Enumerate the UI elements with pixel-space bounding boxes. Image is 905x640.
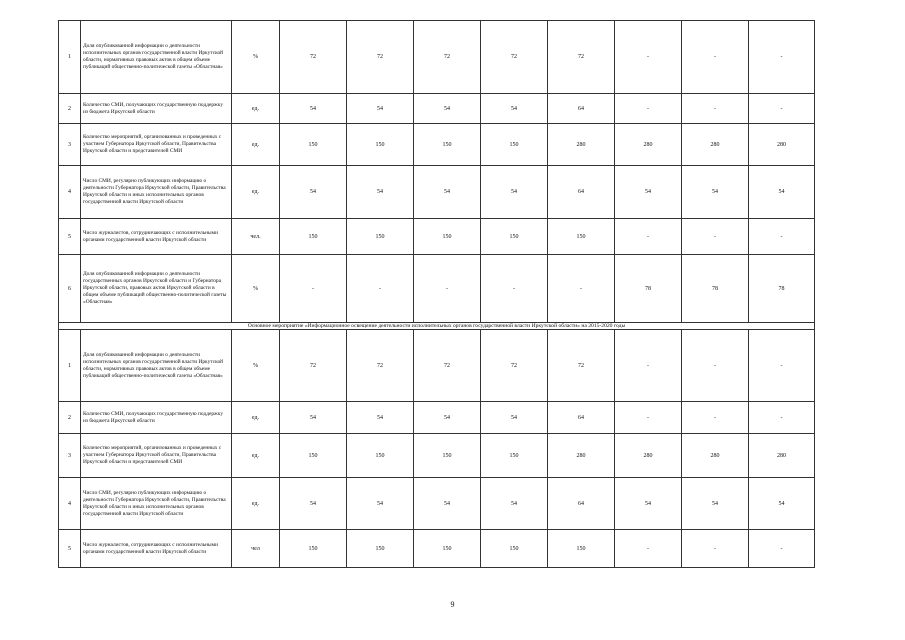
value-cell: 150 [414, 219, 481, 255]
unit-cell: % [232, 21, 280, 94]
value-cell: 54 [347, 402, 414, 434]
value-cell: 64 [548, 478, 615, 530]
unit-cell: % [232, 330, 280, 402]
value-cell: 150 [347, 530, 414, 568]
table-row [59, 330, 815, 402]
value-cell: 54 [280, 166, 347, 219]
value-cell: 54 [414, 478, 481, 530]
value-cell: 78 [749, 255, 815, 323]
value-cell: 54 [347, 478, 414, 530]
indicator-name: Количество мероприятий, организованных и проведенных с участием Губернатора Иркутской области, Правительства Иркутской области и представителей СМИ [81, 124, 232, 166]
value-cell: 54 [615, 166, 682, 219]
unit-cell: ед. [232, 94, 280, 124]
value-cell: - [749, 530, 815, 568]
value-cell: 150 [548, 219, 615, 255]
value-cell: 54 [481, 478, 548, 530]
value-cell: 54 [280, 94, 347, 124]
row-number: 1 [59, 330, 81, 402]
value-cell: 54 [749, 478, 815, 530]
value-cell: 150 [481, 530, 548, 568]
value-cell: - [615, 402, 682, 434]
value-cell: 54 [414, 402, 481, 434]
value-cell: - [749, 94, 815, 124]
value-cell: 72 [481, 330, 548, 402]
value-cell: 54 [481, 94, 548, 124]
value-cell: 64 [548, 402, 615, 434]
row-number: 5 [59, 219, 81, 255]
indicator-name: Доля опубликованной информации о деятельности исполнительных органов государственной власти Иркутской области, нормативных правовых актов в общем объеме публикаций общественно-политической газеты «Областная» [81, 21, 232, 94]
value-cell: - [682, 330, 749, 402]
table-row [59, 219, 815, 255]
value-cell: - [615, 330, 682, 402]
value-cell: 150 [280, 434, 347, 478]
value-cell: 150 [280, 219, 347, 255]
table-row [59, 478, 815, 530]
value-cell: 150 [414, 530, 481, 568]
value-cell: 150 [347, 124, 414, 166]
indicator-name: Количество СМИ, получающих государственную поддержку из бюджета Иркутской области [81, 402, 232, 434]
value-cell: 280 [548, 434, 615, 478]
value-cell: 72 [280, 21, 347, 94]
value-cell: 280 [749, 124, 815, 166]
value-cell: - [682, 530, 749, 568]
row-number: 3 [59, 434, 81, 478]
table-row [59, 124, 815, 166]
value-cell: 54 [347, 166, 414, 219]
table-row [59, 21, 815, 94]
value-cell: 54 [682, 166, 749, 219]
indicator-name: Число журналистов, сотрудничающих с исполнительными органами государственной власти Иркутской области [81, 530, 232, 568]
value-cell: 280 [615, 124, 682, 166]
unit-cell: ед. [232, 478, 280, 530]
table-section-bottom [59, 330, 815, 568]
value-cell: 54 [682, 478, 749, 530]
indicator-name: Количество мероприятий, организованных и проведенных с участием Губернатора Иркутской области, Правительства Иркутской области и представителей СМИ [81, 434, 232, 478]
indicator-name: Доля опубликованной информации о деятельности исполнительных органов государственной власти Иркутской области, нормативных правовых актов в общем объеме публикаций общественно-политической газеты «Областная» [81, 330, 232, 402]
value-cell: - [347, 255, 414, 323]
indicator-name: Доля опубликованной информации о деятельности государственных органов Иркутской области и Губернатора Иркутской области, правовых актов Иркутской области в общем объеме публикаций общественно-политической газеты «Областная» [81, 255, 232, 323]
table-row [59, 166, 815, 219]
unit-cell: ед. [232, 402, 280, 434]
value-cell: 64 [548, 166, 615, 219]
value-cell: 150 [347, 219, 414, 255]
value-cell: 72 [481, 21, 548, 94]
table-row [59, 434, 815, 478]
value-cell: - [749, 21, 815, 94]
value-cell: - [414, 255, 481, 323]
value-cell: - [615, 21, 682, 94]
table-row [59, 402, 815, 434]
row-number: 4 [59, 166, 81, 219]
section-header-row [59, 323, 815, 330]
value-cell: 54 [414, 94, 481, 124]
value-cell: 280 [682, 124, 749, 166]
value-cell: 280 [682, 434, 749, 478]
table-row [59, 255, 815, 323]
document-page [58, 20, 814, 568]
row-number: 5 [59, 530, 81, 568]
value-cell: 72 [414, 21, 481, 94]
indicator-name: Число СМИ, регулярно публикующих информацию о деятельности Губернатора Иркутской области, Правительства Иркутской области и иных исполнительных органов государственной власти Иркутской области [81, 166, 232, 219]
unit-cell: ед. [232, 166, 280, 219]
value-cell: 78 [682, 255, 749, 323]
unit-cell: ед. [232, 434, 280, 478]
value-cell: 150 [347, 434, 414, 478]
value-cell: 54 [481, 166, 548, 219]
value-cell: 150 [280, 124, 347, 166]
value-cell: 54 [615, 478, 682, 530]
row-number: 2 [59, 402, 81, 434]
unit-cell: чел. [232, 219, 280, 255]
value-cell: - [749, 402, 815, 434]
value-cell: 72 [347, 21, 414, 94]
value-cell: - [682, 402, 749, 434]
value-cell: - [682, 21, 749, 94]
value-cell: 150 [481, 434, 548, 478]
table-row [59, 530, 815, 568]
value-cell: 150 [414, 124, 481, 166]
value-cell: 280 [615, 434, 682, 478]
indicator-name: Число журналистов, сотрудничающих с исполнительными органами государственной власти Иркутской области [81, 219, 232, 255]
value-cell: 54 [280, 402, 347, 434]
value-cell: - [615, 219, 682, 255]
value-cell: - [749, 219, 815, 255]
row-number: 6 [59, 255, 81, 323]
value-cell: 54 [749, 166, 815, 219]
value-cell: 54 [280, 478, 347, 530]
row-number: 3 [59, 124, 81, 166]
value-cell: - [481, 255, 548, 323]
row-number: 4 [59, 478, 81, 530]
indicator-name: Число СМИ, регулярно публикующих информацию о деятельности Губернатора Иркутской области, Правительства Иркутской области и иных исполнительных органов государственной власти Иркутской области [81, 478, 232, 530]
value-cell: 78 [615, 255, 682, 323]
section-title: Основное мероприятие «Информационное освещение деятельности исполнительных органов государственной власти Иркутской области» на 2015-2020 годы [59, 323, 815, 330]
value-cell: 72 [280, 330, 347, 402]
value-cell: 150 [280, 530, 347, 568]
value-cell: 280 [749, 434, 815, 478]
unit-cell: ед. [232, 124, 280, 166]
indicators-table [58, 20, 815, 568]
page-number: 9 [450, 600, 455, 609]
table-section-top [59, 21, 815, 323]
value-cell: - [749, 330, 815, 402]
value-cell: - [280, 255, 347, 323]
value-cell: - [615, 530, 682, 568]
value-cell: 64 [548, 94, 615, 124]
value-cell: 150 [548, 530, 615, 568]
value-cell: 54 [347, 94, 414, 124]
value-cell: 54 [414, 166, 481, 219]
value-cell: - [682, 219, 749, 255]
unit-cell: % [232, 255, 280, 323]
value-cell: 54 [481, 402, 548, 434]
value-cell: 72 [347, 330, 414, 402]
row-number: 2 [59, 94, 81, 124]
unit-cell: чел [232, 530, 280, 568]
value-cell: - [682, 94, 749, 124]
value-cell: - [548, 255, 615, 323]
value-cell: 280 [548, 124, 615, 166]
value-cell: 72 [548, 330, 615, 402]
value-cell: - [615, 94, 682, 124]
value-cell: 150 [481, 124, 548, 166]
value-cell: 72 [414, 330, 481, 402]
indicator-name: Количество СМИ, получающих государственную поддержку из бюджета Иркутской области [81, 94, 232, 124]
value-cell: 150 [481, 219, 548, 255]
value-cell: 72 [548, 21, 615, 94]
table-row [59, 94, 815, 124]
row-number: 1 [59, 21, 81, 94]
value-cell: 150 [414, 434, 481, 478]
